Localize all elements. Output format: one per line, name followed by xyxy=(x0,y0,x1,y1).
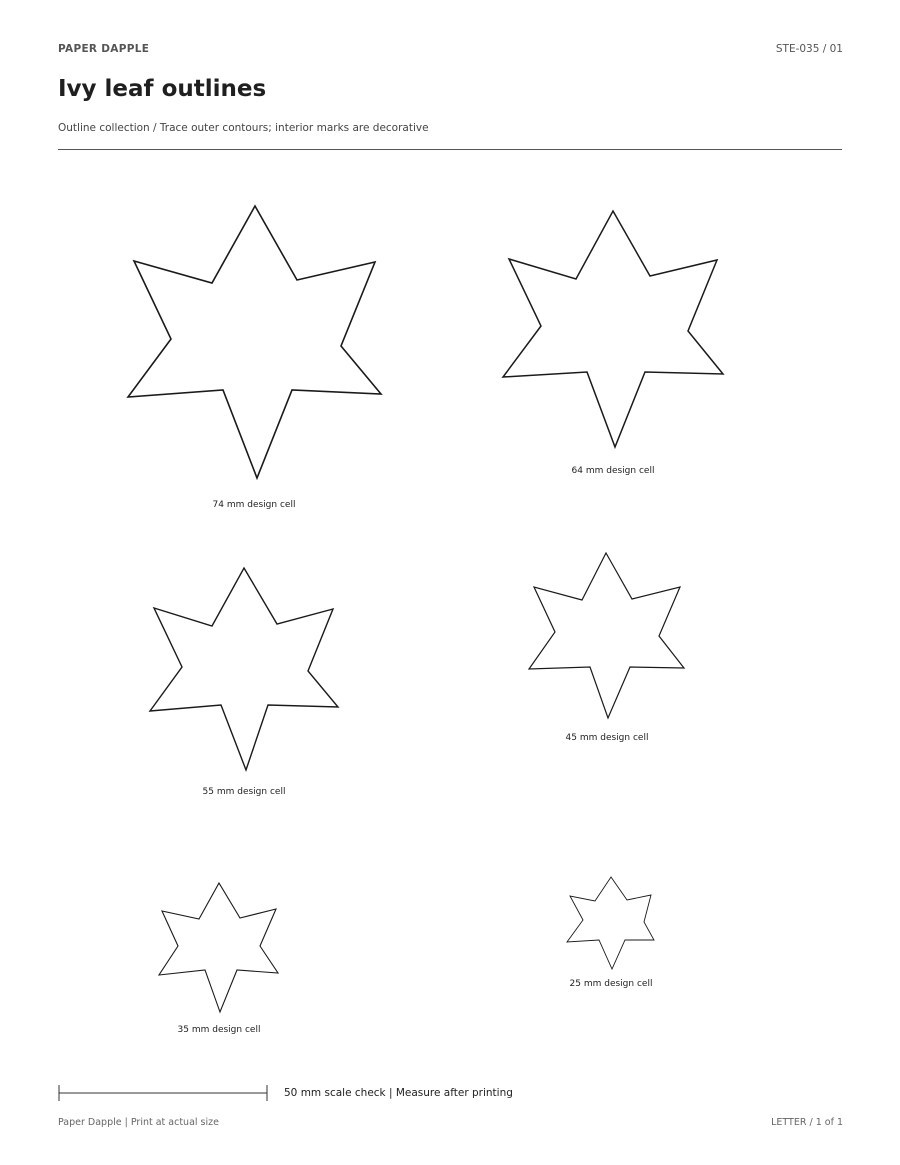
page-subtitle: Outline collection / Trace outer contours; interior marks are decorative xyxy=(58,122,429,134)
sheet-code: STE-035 / 01 xyxy=(775,43,843,55)
star-outline-64mm xyxy=(503,211,723,447)
star-outline-55mm xyxy=(150,568,338,770)
footer-left: Paper Dapple | Print at actual size xyxy=(58,1117,219,1128)
shape-caption: 45 mm design cell xyxy=(565,733,649,743)
shape-caption: 74 mm design cell xyxy=(212,500,296,510)
shape-caption: 25 mm design cell xyxy=(569,979,653,989)
shape-caption: 55 mm design cell xyxy=(202,787,286,797)
scale-check-label: 50 mm scale check | Measure after printing xyxy=(284,1087,513,1099)
page-title: Ivy leaf outlines xyxy=(58,76,267,102)
brand-label: PAPER DAPPLE xyxy=(58,43,150,55)
footer-right: LETTER / 1 of 1 xyxy=(771,1117,843,1128)
scale-bar xyxy=(58,1084,268,1102)
star-outline-45mm xyxy=(529,553,684,718)
star-outline-74mm xyxy=(128,206,381,478)
shape-caption: 35 mm design cell xyxy=(177,1025,261,1035)
shape-caption: 64 mm design cell xyxy=(571,466,655,476)
star-outline-25mm xyxy=(567,877,654,969)
star-outline-35mm xyxy=(159,883,278,1012)
